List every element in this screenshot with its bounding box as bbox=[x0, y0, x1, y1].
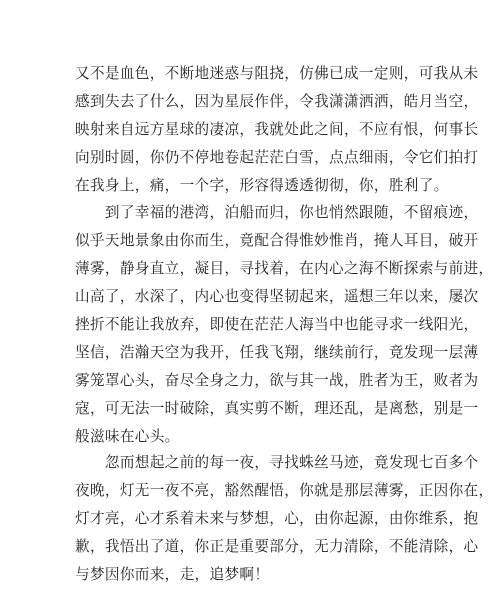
paragraph-line: 向别时圆，你仍不停地卷起茫茫白雪，点点细雨，令它们拍打 bbox=[75, 149, 479, 166]
paragraph-line: 与梦因你而来，走，追梦啊！ bbox=[75, 566, 270, 583]
paragraph-line: 灯才亮，心才系着未来与梦想，心，由你起源，由你维系，抱 bbox=[75, 510, 479, 527]
paragraph-line: 又不是血色，不断地迷惑与阻挠，仿佛已成一定则，可我从未 bbox=[75, 65, 479, 82]
paragraph-line: 忽而想起之前的每一夜，寻找蛛丝马迹，竟发现七百多个 bbox=[75, 454, 479, 471]
paragraph-line: 挫折不能让我放弃，即使在茫茫人海当中也能寻求一线阳光， bbox=[75, 316, 479, 333]
paragraph-line: 山高了，水深了，内心也变得坚韧起来，遥想三年以来，屡次 bbox=[75, 288, 479, 305]
paragraph-line: 歉，我悟出了道，你正是重要部分，无力清除，不能清除，心 bbox=[75, 538, 479, 555]
paragraph-line: 坚信，浩瀚天空为我开，任我飞翔，继续前行，竟发现一层薄 bbox=[75, 344, 479, 361]
paragraph-line: 在我身上，痛，一个字，形容得透透彻彻，你，胜利了。 bbox=[75, 177, 449, 194]
paragraph-line: 映射来自远方星球的凄凉，我就处此之间，不应有恨，何事长 bbox=[75, 121, 479, 138]
paragraph-line: 寇，可无法一时破除，真实剪不断，理还乱，是离愁，别是一 bbox=[75, 400, 479, 417]
paragraph-3 bbox=[75, 449, 494, 589]
paragraph-1 bbox=[75, 60, 479, 200]
paragraph-line: 夜晚，灯无一夜不亮，豁然醒悟，你就是那层薄雾，正因你在， bbox=[75, 482, 494, 499]
paragraph-line: 雾笼罩心头，奋尽全身之力，欲与其一战，胜者为王，败者为 bbox=[75, 372, 479, 389]
paragraph-line: 感到失去了什么，因为星辰作伴，令我潇潇洒洒，皓月当空， bbox=[75, 93, 479, 110]
paragraph-line: 到了幸福的港湾，泊船而归，你也悄然跟随，不留痕迹， bbox=[75, 204, 479, 221]
paragraph-line: 薄雾，静身直立，凝目，寻找着，在内心之海不断探索与前进， bbox=[75, 260, 494, 277]
paragraph-line: 般滋味在心头。 bbox=[75, 428, 180, 445]
paragraph-2 bbox=[75, 199, 494, 451]
paragraph-line: 似乎天地景象由你而生，竟配合得惟妙惟肖，掩人耳目，破开 bbox=[75, 232, 479, 249]
